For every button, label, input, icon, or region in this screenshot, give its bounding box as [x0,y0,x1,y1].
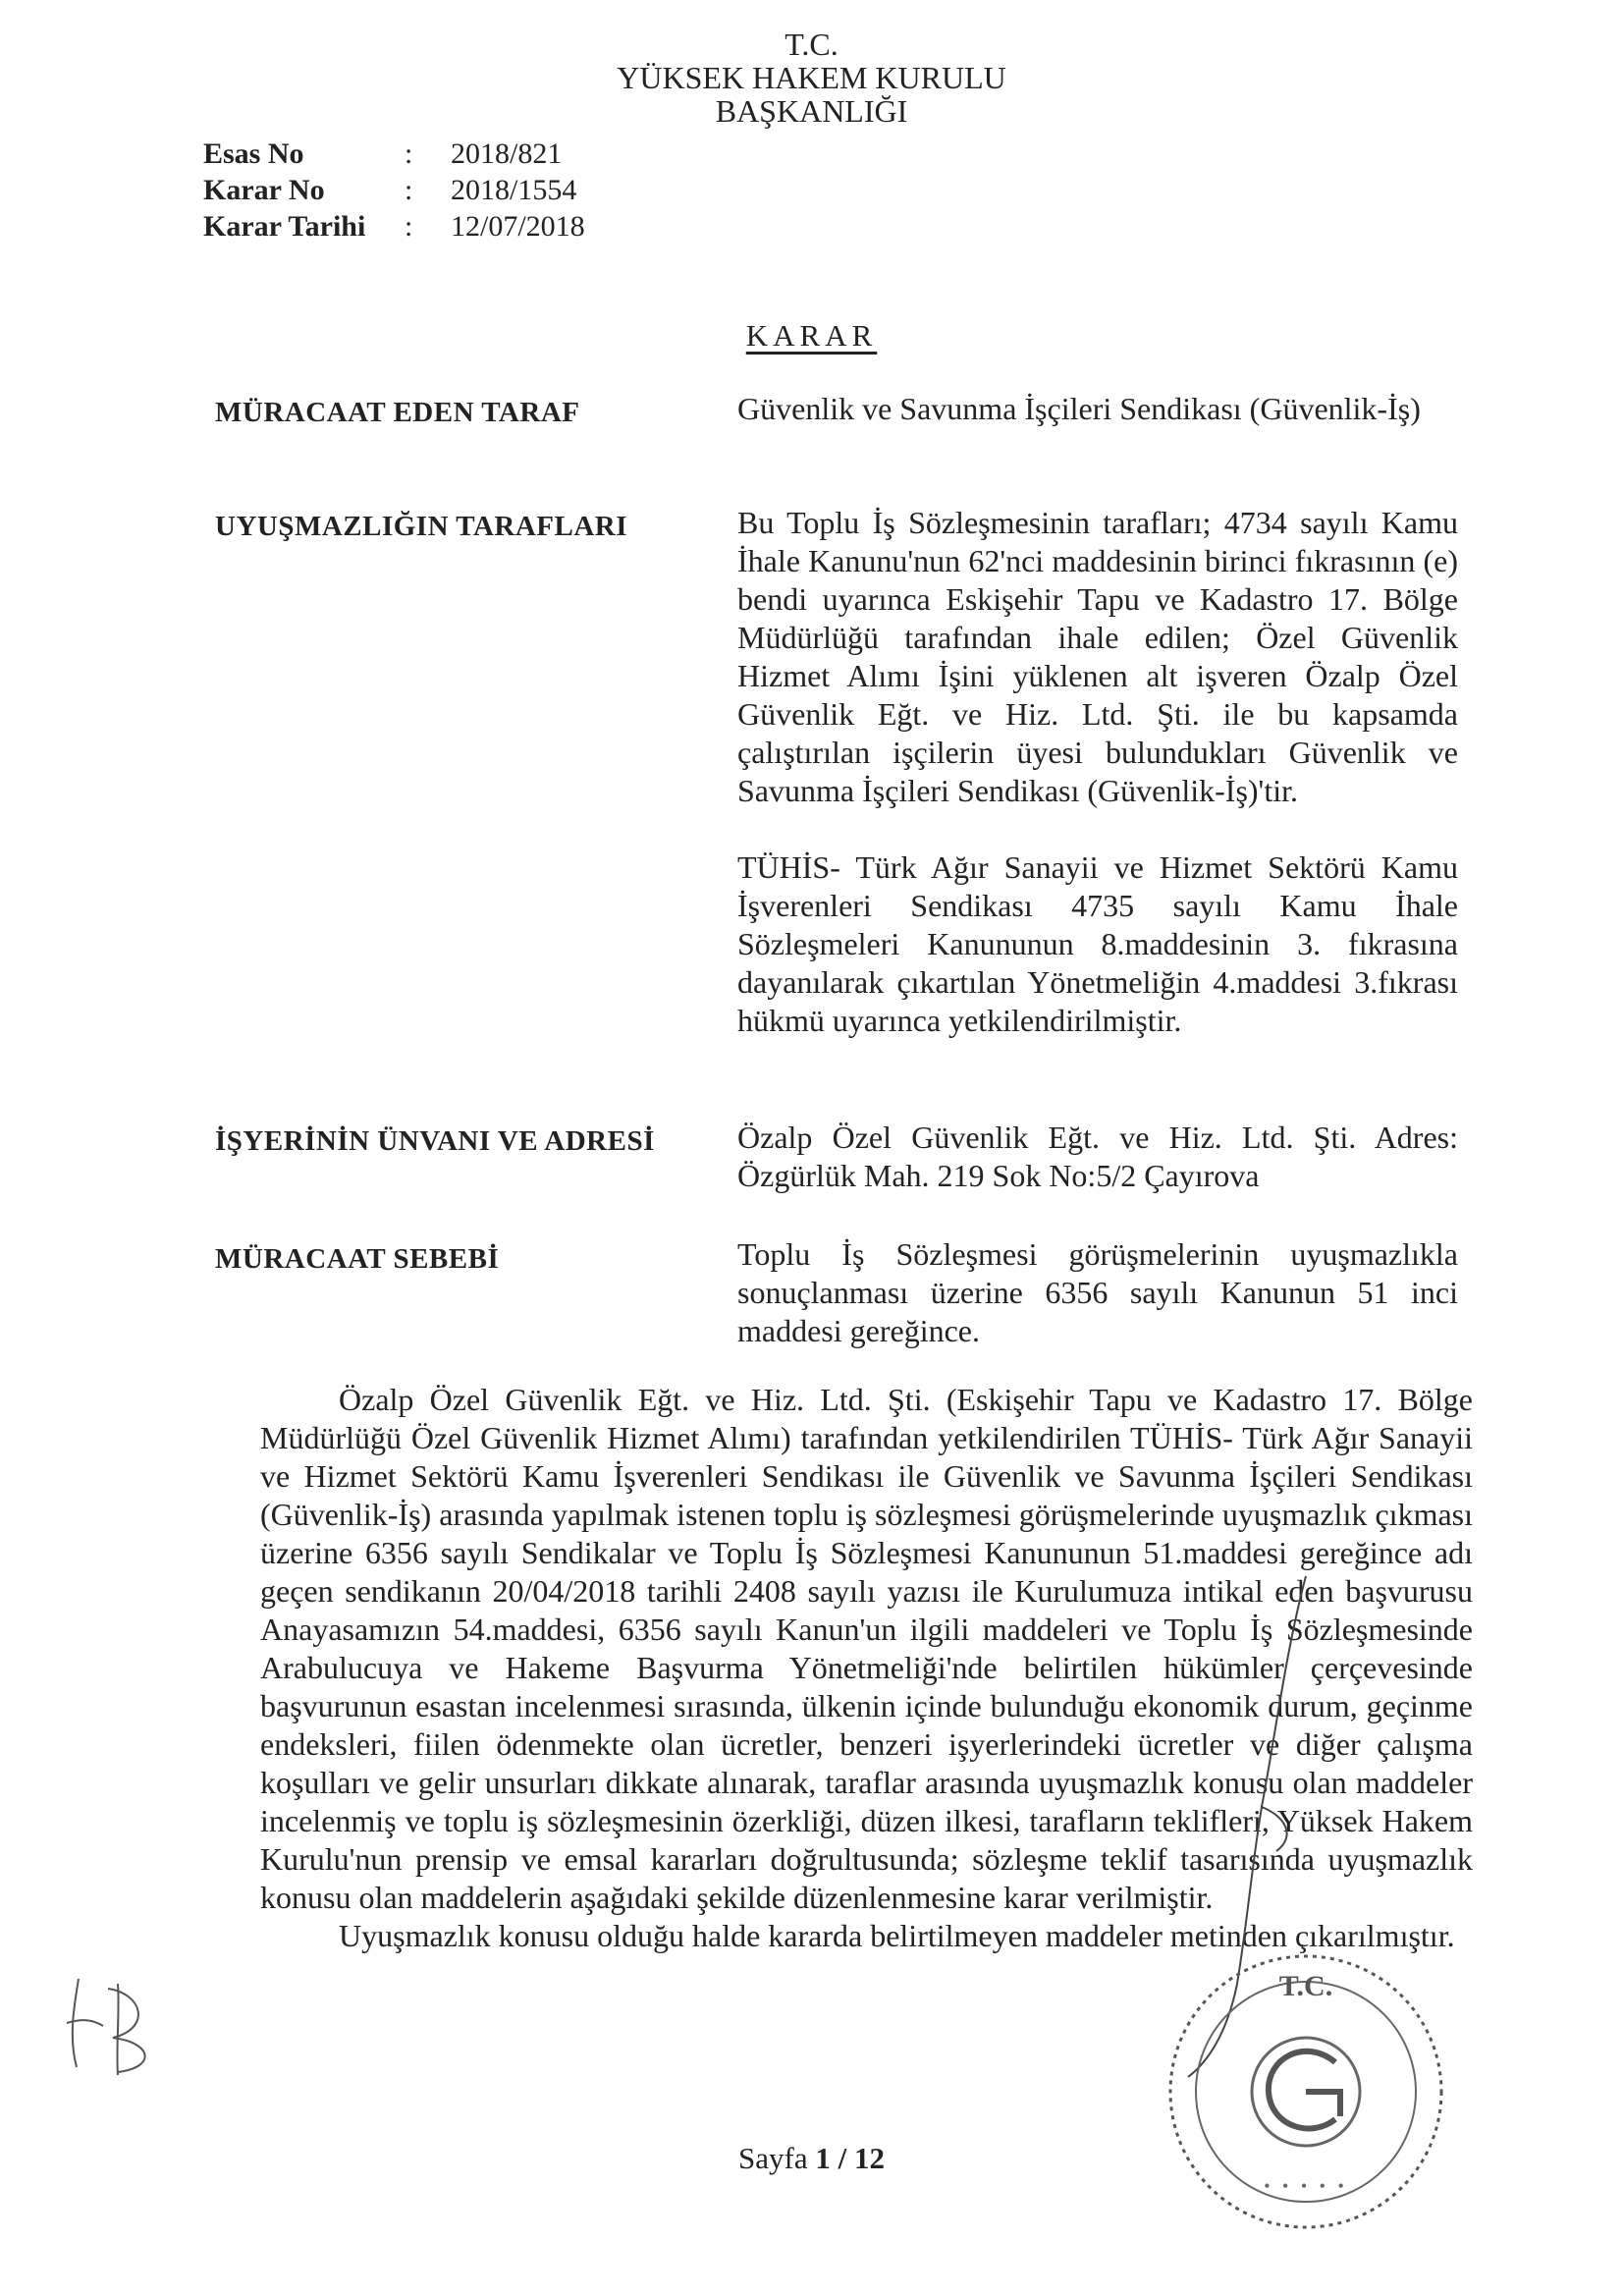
meta-row: Karar No : 2018/1554 [203,174,577,206]
meta-value: 12/07/2018 [451,210,585,243]
stamp-text: T.C. [1278,1970,1333,2002]
case-meta [203,136,585,245]
body-paragraph: Uyuşmazlık konusu olduğu halde kararda belirtilmeyen maddeler metinden çıkarılmıştır. [339,1918,1455,1953]
section-label: MÜRACAAT EDEN TARAF [215,397,580,428]
meta-label: Karar No [203,174,325,206]
meta-row: Esas No : 2018/821 [203,137,563,170]
decision-title: KARAR [745,318,878,353]
meta-value: 2018/821 [451,137,563,170]
section-paragraph: Toplu İş Sözleşmesi görüşmelerinin uyuşmazlıkla sonuçlanması üzerine 6356 sayılı Kanunun 51 inci maddesi gereğince. [737,1236,1458,1348]
meta-value: 2018/1554 [451,174,577,206]
meta-label: Esas No [203,137,304,170]
section-content [737,504,1458,1040]
header-tc: T.C. [784,27,839,62]
section-paragraph: Özalp Özel Güvenlik Eğt. ve Hiz. Ltd. Şti. Adres: Özgürlük Mah. 219 Sok No:5/2 Çayırova [737,1120,1458,1193]
section-content [737,1235,1458,1350]
header-presidency: BAŞKANLIĞI [715,93,908,129]
official-seal-stamp [1159,1944,1453,2239]
section-paragraph: TÜHİS- Türk Ağır Sanayii ve Hizmet Sektörü Kamu İşverenleri Sendikası 4735 sayılı Kamu İhale Sözleşmeleri Kanununun 8.maddesinin 3. fıkrasına dayanılarak çıkartılan Yönetmeliğin 4.maddesi 3.fıkrası hükmü uyarınca yetkilendirilmiştir. [737,849,1458,1038]
header-institution: YÜKSEK HAKEM KURULU [617,60,1006,95]
footer-prefix: Sayfa [738,2141,808,2175]
page-footer [0,2141,1623,2176]
meta-row: Karar Tarihi : 12/07/2018 [203,210,585,243]
section-label: MÜRACAAT SEBEBİ [215,1243,500,1275]
body-paragraph: Özalp Özel Güvenlik Eğt. ve Hiz. Ltd. Şti. (Eskişehir Tapu ve Kadastro 17. Bölge Müdürlüğü Özel Güvenlik Hizmet Alımı) tarafından yetkilendirilen TÜHİS- Türk Ağır Sanayii ve Hizmet Sektörü Kamu İşverenleri Sendikası ile Güvenlik ve Savunma İşçileri Sendikası (Güvenlik-İş) arasında yapılmak istenen toplu iş sözleşmesi görüşmelerinde uyuşmazlık çıkması üzerine 6356 sayılı Sendikalar ve Toplu İş Sözleşmesi Kanununun 51.maddesi gereğince adı geçen sendikanın 20/04/2018 tarihli 2408 sayılı yazısı ile Kurulumuza intikal eden başvurusu Anayasamızın 54.maddesi, 6356 sayılı Kanun'un ilgili maddeleri ve Toplu İş Sözleşmesinde Arabulucuya ve Hakeme Başvurma Yönetmeliği'nde belirtilen hükümler çerçevesinde başvurunun esastan incelenmesi sırasında, ülkenin içinde bulunduğu ekonomik durum, geçinme endeksleri, fiilen ödenmekte olan ücretler, benzeri işyerlerindeki ücretler ve diğer çalışma koşulları ve gelir unsurları dikkate alınarak, taraflar arasında uyuşmazlık konusu olan maddeler incelenmiş ve toplu iş sözleşmesinin özerkliği, düzen ilkesi, tarafların teklifleri, Yüksek Hakem Kurulu'nun prensip ve emsal kararları doğrultusunda; sözleşme teklif tasarısında uyuşmazlık konusu olan maddelerin aşağıdaki şekilde düzenlenmesine karar verilmiştir. [260,1382,1473,1915]
section-paragraph: Bu Toplu İş Sözleşmesinin tarafları; 4734 sayılı Kamu İhale Kanunu'nun 62'nci maddesinin birinci fıkrasının (e) bendi uyarınca Eskişehir Tapu ve Kadastro 17. Bölge Müdürlüğü tarafından ihale edilen; Özel Güvenlik Hizmet Alımı İşini yüklenen alt işveren Özalp Özel Güvenlik Eğt. ve Hiz. Ltd. Şti. ile bu kapsamda çalıştırılan işçilerin üyesi bulundukları Güvenlik ve Savunma İşçileri Sendikası (Güvenlik-İş)'tir. [737,505,1458,808]
section-label: UYUŞMAZLIĞIN TARAFLARI [215,511,628,542]
section-content [737,1119,1458,1195]
handwritten-initials [59,1969,167,2077]
section-paragraph: Güvenlik ve Savunma İşçileri Sendikası (Güvenlik-İş) [737,391,1421,426]
section-content [737,390,1458,428]
section-label: İŞYERİNİN ÜNVANI VE ADRESİ [215,1125,655,1157]
page-number: 1 / 12 [815,2141,885,2175]
meta-label: Karar Tarihi [203,210,366,243]
svg-text:• • • • •: • • • • • [1264,2176,1348,2196]
